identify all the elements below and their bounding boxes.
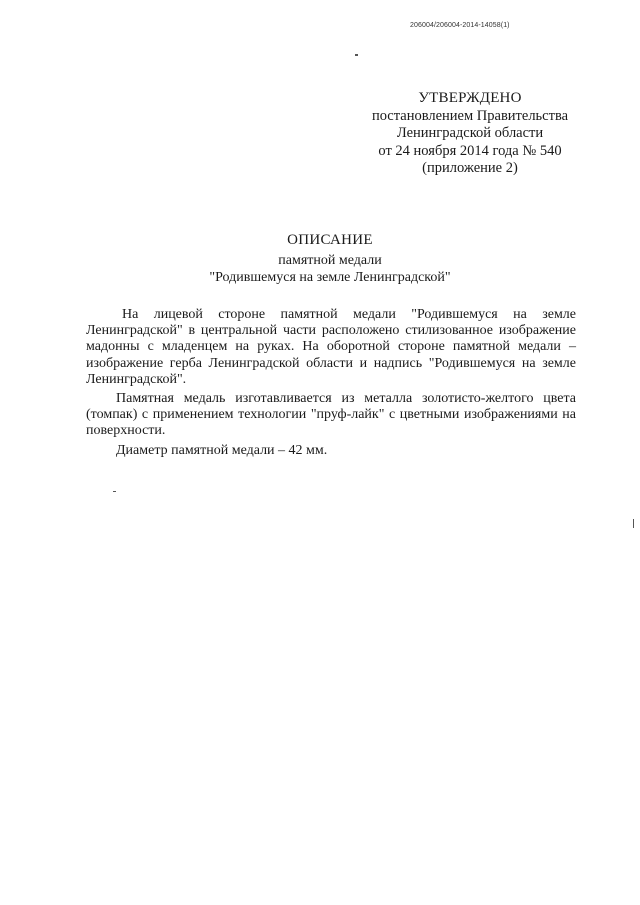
medal-name: "Родившемуся на земле Ленинградской" <box>209 270 451 285</box>
body-paragraph-material: Памятная медаль изготавливается из металла золотисто-желтого цвета (томпак) с применением технологии "пруф-лайк" с цветными изображениями на поверхности. <box>86 391 576 439</box>
scan-mark <box>355 54 358 56</box>
scan-mark <box>113 491 116 492</box>
document-title-block <box>180 232 480 286</box>
approval-stamp-block <box>350 90 590 178</box>
approval-heading: УТВЕРЖДЕНО <box>418 90 522 106</box>
document-body <box>86 307 576 462</box>
approval-region: Ленинградской области <box>396 125 544 141</box>
scan-mark <box>633 519 634 528</box>
body-paragraph-sides: На лицевой стороне памятной медали "Родившемуся на земле Ленинградской" в центральной части расположено стилизованное изображение мадонны с младенцем на руках. На оборотной стороне памятной медали – изображение герба Ленинградской области и надпись "Родившемуся на земле Ленинградской". <box>86 307 576 387</box>
document-subtitle: памятной медали <box>278 253 382 268</box>
approval-annex: (приложение 2) <box>422 160 518 176</box>
document-title: ОПИСАНИЕ <box>287 232 373 248</box>
approval-date-number: от 24 ноября 2014 года № 540 <box>378 142 562 159</box>
body-paragraph-diameter: Диаметр памятной медали – 42 мм. <box>116 442 328 458</box>
document-registration-number: 206004/206004-2014-14058(1) <box>410 22 510 29</box>
approval-authority: постановлением Правительства <box>371 107 569 124</box>
